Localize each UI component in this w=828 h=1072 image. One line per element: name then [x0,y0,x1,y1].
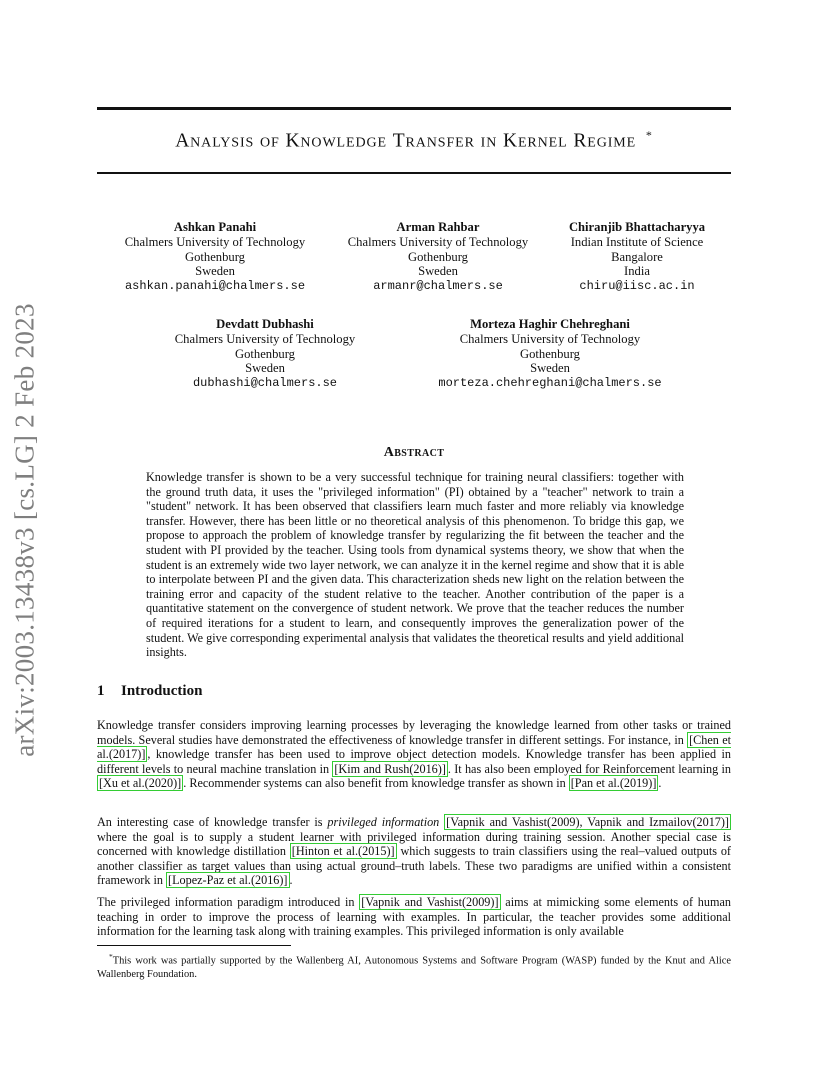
author-card [557,220,717,294]
author-email[interactable]: armanr@chalmers.se [373,279,503,294]
arxiv-identifier-text: arXiv:2003.13438v3 [cs.LG] 2 Feb 2023 [9,303,40,757]
author-country: India [624,264,650,279]
author-city: Gothenburg [235,346,295,361]
author-email[interactable]: ashkan.panahi@chalmers.se [124,279,306,294]
citation-link[interactable]: [Vapnik and Vashist(2009), Vapnik and Izmailov(2017)] [446,815,729,829]
author-name: Devdatt Dubhashi [216,317,314,331]
citation-link[interactable]: [Chen et al.(2017)] [97,732,731,762]
author-affiliation: Chalmers University of Technology [174,331,356,346]
author-email[interactable]: dubhashi@chalmers.se [192,376,338,391]
abstract-heading: Abstract [383,445,445,460]
author-card [165,317,365,391]
author-name: Arman Rahbar [396,220,480,234]
title-text: Analysis of Knowledge Transfer in Kernel Regime [175,130,637,152]
author-city: Gothenburg [185,249,245,264]
author-country: Sweden [530,361,570,376]
intro-paragraph-1: Knowledge transfer considers improving learning processes by leveraging the knowledge learned from other tasks or trained models. Several studies have demonstrated the effectiveness of knowledge transfer in different settings. For instance, in [Chen et al.(2017)] , knowledge transfer has been used to improve object detection models. Knowledge transfer has been applied in different levels to neural machine translation in [Kim and Rush(2016)] . It has also been employed for Reinforcement learning in [Xu et al.(2020)] . Recommender systems can also benefit from knowledge transfer as shown in [Pan et al.(2019)] . [97,718,731,791]
footnote-text: This work was partially supported by the Wallenberg AI, Autonomous Systems and Software Program (WASP) funded by the Knut and Alice Wallenberg Foundation. [97,955,731,980]
intro-paragraph-3: The privileged information paradigm introduced in [Vapnik and Vashist(2009)] aims at mimicking some elements of human teaching in order to improve the process of learning with examples. In particular, the teacher provides some additional information for the learning task along with training examples. This privileged information is only available [97,895,731,939]
title-footnote-mark[interactable]: * [645,128,653,142]
author-affiliation: Indian Institute of Science [570,234,704,249]
section-heading [97,683,202,700]
author-country: Sweden [195,264,235,279]
footnote [97,950,731,981]
title-top-rule [97,107,731,110]
author-city: Gothenburg [520,346,580,361]
author-affiliation: Chalmers University of Technology [459,331,641,346]
intro-paragraph-2: An interesting case of knowledge transfer is privileged information [Vapnik and Vashist(2009), Vapnik and Izmailov(2017)] where the goal is to supply a student learner with privileged information during training session. Another special case is concerned with knowledge distillation [Hinton et al.(2015)] which suggests to train classifiers using the real–valued outputs of another classifier as target values than using actual ground–truth labels. These two paradigms are unified within a consistent framework in [Lopez-Paz et al.(2016)] . [97,815,731,888]
author-country: Sweden [245,361,285,376]
author-city: Gothenburg [408,249,468,264]
author-affiliation: Chalmers University of Technology [124,234,306,249]
citation-link[interactable]: [Xu et al.(2020)] [99,776,182,791]
author-name: Ashkan Panahi [173,220,257,234]
footnote-rule [97,945,291,946]
citation-link[interactable]: [Vapnik and Vashist(2009)] [361,895,499,909]
citation-link[interactable]: [Lopez-Paz et al.(2016)] [168,873,288,888]
author-card [338,220,538,294]
author-email[interactable]: chiru@iisc.ac.in [579,279,695,294]
citation-link[interactable]: [Kim and Rush(2016)] [334,761,446,776]
title-bottom-rule [97,172,731,174]
abstract-text: Knowledge transfer is shown to be a very successful technique for training neural classifiers: together with the ground truth data, it uses the "privileged information" (PI) obtained by a "teacher" network to train a "student" network. It has been observed that classifiers learn much faster and more reliably via knowledge transfer. However, there has been little or no theoretical analysis of this phenomenon. To bridge this gap, we propose to approach the problem of knowledge transfer by regularizing the fit between the teacher and the student with PI provided by the teacher. Using tools from dynamical systems theory, we show that when the student is an extremely wide two layer network, we can analyze it in the kernel regime and show that it is able to interpolate between PI and the given data. This characterization sheds new light on the relation between the training error and capacity of the student relative to the teacher. Another contribution of the paper is a quantitative statement on the convergence of student network. We prove that the teacher reduces the number of required iterations for a student to learn, and consequently improves the generalization power of the student. We give corresponding experimental analysis that validates the theoretical results and yield additional insights. [146,470,684,660]
citation-link[interactable]: [Pan et al.(2019)] [570,776,657,791]
emphasis-privileged-information: privileged information [327,815,440,829]
author-name: Morteza Haghir Chehreghani [470,317,630,331]
citation-link[interactable]: [Hinton et al.(2015)] [291,844,395,859]
paper-title [97,128,731,153]
author-country: Sweden [418,264,458,279]
author-card [115,220,315,294]
arxiv-identifier [5,295,45,765]
footnote-mark: * [109,952,113,961]
author-name: Chiranjib Bhattacharyya [568,220,706,234]
author-city: Bangalore [611,249,663,264]
author-affiliation: Chalmers University of Technology [347,234,529,249]
section-title: Introduction [121,683,203,699]
author-card [430,317,670,391]
author-email[interactable]: morteza.chehreghani@chalmers.se [438,376,662,391]
section-number: 1 [97,683,105,699]
